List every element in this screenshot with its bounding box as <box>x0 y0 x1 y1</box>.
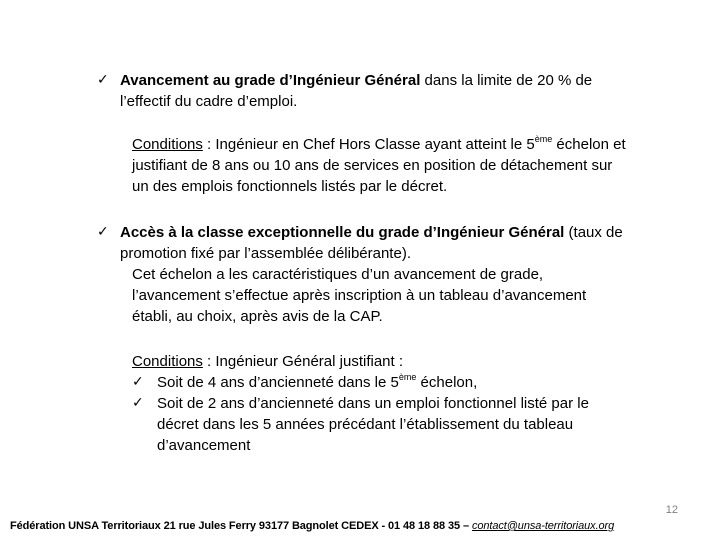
conditions-block-1: Conditions : Ingénieur en Chef Hors Classe ayant atteint le 5ème échelon et justifiant de 8 ans ou 10 ans de services en position de détachement sur un des emplois fonctionnels listés par le décret. <box>132 134 626 195</box>
footer <box>10 520 614 532</box>
bullet-text-line2: l’effectif du cadre d’emploi. <box>120 93 298 110</box>
footer-email-link[interactable]: contact@unsa-territoriaux.org <box>471 520 615 532</box>
bullet-title: Accès à la classe exceptionnelle du grade d’Ingénieur Général <box>120 224 565 241</box>
conditions-label: Conditions <box>132 353 203 370</box>
checkmark-icon: ✓ <box>97 72 109 88</box>
checkmark-icon: ✓ <box>132 395 144 411</box>
sub-bullet-2: ✓ Soit de 2 ans d’ancienneté dans un emploi fonctionnel listé par le décret dans les 5 années précédant l’établissement du tableau d’avancement <box>132 395 589 454</box>
sub-bullet-1: ✓ Soit de 4 ans d’ancienneté dans le 5ème échelon, <box>132 372 478 391</box>
bullet-classe-exceptionnelle: ✓ Accès à la classe exceptionnelle du grade d’Ingénieur Général (taux de promotion fixé par l’assemblée délibérante). Cet échelon a les caractéristiques d’un avancement de grade, l’avancement s’effectue après inscription à un tableau d’avancement établi, au choix, après avis de la CAP. <box>97 222 657 327</box>
footer-address: 21 rue Jules Ferry 93177 Bagnolet CEDEX - 01 48 18 88 35 – <box>160 520 472 532</box>
conditions-block-2: Conditions : Ingénieur Général justifiant : ✓ Soit de 4 ans d’ancienneté dans le 5ème échelon, ✓ Soit de 2 ans d’ancienneté dans un emploi fonctionnel listé par le décret dans les 5 années précédant l’établissement du tableau d’avancement <box>132 351 672 456</box>
checkmark-icon: ✓ <box>132 374 144 390</box>
page-number: 12 <box>665 504 678 516</box>
footer-org: Fédération UNSA Territoriaux <box>10 520 161 532</box>
checkmark-icon: ✓ <box>97 224 109 240</box>
bullet-title: Avancement au grade d’Ingénieur Général <box>120 72 421 89</box>
bullet-paragraph: Cet échelon a les caractéristiques d’un avancement de grade, l’avancement s’effectue après inscription à un tableau d’avancement établi, au choix, après avis de la CAP. <box>132 266 587 325</box>
bullet-text: dans la limite de 20 % de <box>420 72 593 89</box>
conditions-label: Conditions <box>132 136 203 153</box>
bullet-avancement-ingenieur-general <box>97 70 657 112</box>
